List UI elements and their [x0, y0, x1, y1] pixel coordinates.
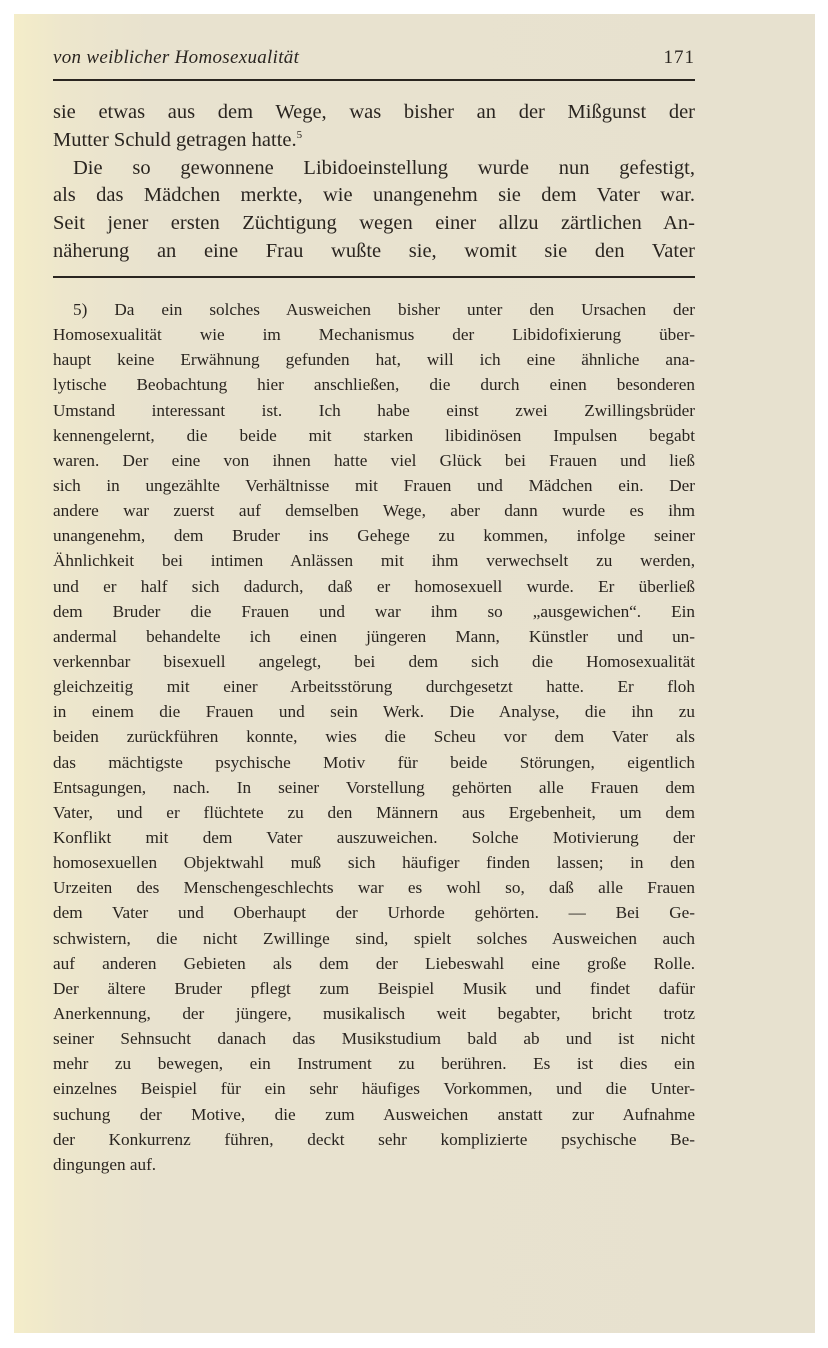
footnote-line: verkennbar bisexuell angelegt, bei dem sich die Homosexualität — [53, 651, 695, 671]
body-line: Die so gewonnene Libidoeinstellung wurde nun gefestigt, — [73, 156, 695, 179]
footnote-line: schwistern, die nicht Zwillinge sind, spielt solches Ausweichen auch — [53, 928, 695, 948]
footnote-line: unangenehm, dem Bruder ins Gehege zu kommen, infolge seiner — [53, 526, 695, 546]
footnote-line: haupt keine Erwähnung gefunden hat, will ich eine ähnliche ana- — [53, 350, 695, 370]
page-number: 171 — [663, 47, 695, 68]
footnote-line: Homosexualität wie im Mechanismus der Libidofixierung über- — [53, 325, 695, 345]
footnote-line: waren. Der eine von ihnen hatte viel Glück bei Frauen und ließ — [53, 450, 695, 470]
body-line-text: Mutter Schuld getragen hatte. — [53, 128, 297, 151]
body-line: näherung an eine Frau wußte sie, womit sie den Vater — [53, 239, 695, 262]
footnote-line: und er half sich dadurch, daß er homosexuell wurde. Er überließ — [53, 576, 695, 596]
body-text — [53, 99, 695, 266]
footnote-line: andere war zuerst auf demselben Wege, aber dann wurde es ihm — [53, 501, 695, 521]
footnote-line: Der ältere Bruder pflegt zum Beispiel Musik und findet dafür — [53, 978, 695, 998]
footnote-line: sich in ungezählte Verhältnisse mit Frauen und Mädchen ein. Der — [53, 475, 695, 495]
footnote-line: 5) Da ein solches Ausweichen bisher unter den Ursachen der — [73, 300, 695, 319]
footnote-line: beiden zurückführen konnte, wies die Scheu vor dem Vater als — [53, 727, 695, 747]
footnote-rule — [53, 276, 695, 278]
footnote-line: auf anderen Gebieten als dem der Liebeswahl eine große Rolle. — [53, 953, 695, 973]
footnote-line: dingungen auf. — [53, 1154, 157, 1174]
footnote-line: Ähnlichkeit bei intimen Anlässen mit ihm verwechselt zu werden, — [53, 551, 695, 571]
footnote-line: Anerkennung, der jüngere, musikalisch weit begabter, bricht trotz — [53, 1003, 695, 1023]
footnote-line: Vater, und er flüchtete zu den Männern aus Ergebenheit, um dem — [53, 802, 695, 822]
footnote-line: homosexuellen Objektwahl muß sich häufiger finden lassen; in den — [53, 853, 695, 873]
footnote-line: suchung der Motive, die zum Ausweichen anstatt zur Aufnahme — [53, 1104, 695, 1124]
body-line: als das Mädchen merkte, wie unangenehm sie dem Vater war. — [53, 184, 695, 207]
footnote — [53, 297, 695, 1177]
footnote-line: gleichzeitig mit einer Arbeitsstörung durchgesetzt hatte. Er floh — [53, 677, 695, 697]
footnote-line: das mächtigste psychische Motiv für beide Störungen, eigentlich — [53, 752, 695, 772]
footnote-line: andermal behandelte ich einen jüngeren Mann, Künstler und un- — [53, 626, 695, 646]
footnote-line: Urzeiten des Menschengeschlechts war es wohl so, daß alle Frauen — [53, 878, 695, 898]
body-line: Seit jener ersten Züchtigung wegen einer allzu zärtlichen An- — [53, 212, 695, 235]
footnote-line: in einem die Frauen und sein Werk. Die Analyse, die ihn zu — [53, 702, 695, 722]
body-line: sie etwas aus dem Wege, was bisher an der Mißgunst der — [53, 101, 695, 123]
header-rule — [53, 79, 695, 81]
footnote-reference: 5 — [296, 128, 303, 141]
body-line — [53, 127, 695, 155]
footnote-line: Entsagungen, nach. In seiner Vorstellung gehörten alle Frauen dem — [53, 777, 695, 797]
footnote-line: lytische Beobachtung hier anschließen, die durch einen besonderen — [53, 375, 695, 395]
footnote-line: Umstand interessant ist. Ich habe einst zwei Zwillingsbrüder — [53, 400, 695, 420]
footnote-line: Konflikt mit dem Vater auszuweichen. Solche Motivierung der — [53, 827, 695, 847]
footnote-line: seiner Sehnsucht danach das Musikstudium bald ab und ist nicht — [53, 1029, 695, 1049]
footnote-line: der Konkurrenz führen, deckt sehr komplizierte psychische Be- — [53, 1129, 695, 1149]
footnote-line: dem Vater und Oberhaupt der Urhorde gehörten. — Bei Ge- — [53, 903, 695, 923]
running-header — [53, 47, 695, 71]
footnote-line: einzelnes Beispiel für ein sehr häufiges Vorkommen, und die Unter- — [53, 1079, 695, 1099]
running-title: von weiblicher Homosexualität — [53, 47, 300, 68]
footnote-line: mehr zu bewegen, ein Instrument zu berühren. Es ist dies ein — [53, 1054, 695, 1074]
footnote-line: dem Bruder die Frauen und war ihm so „ausgewichen“. Ein — [53, 601, 695, 621]
footnote-line: kennengelernt, die beide mit starken libidinösen Impulsen begabt — [53, 425, 695, 445]
